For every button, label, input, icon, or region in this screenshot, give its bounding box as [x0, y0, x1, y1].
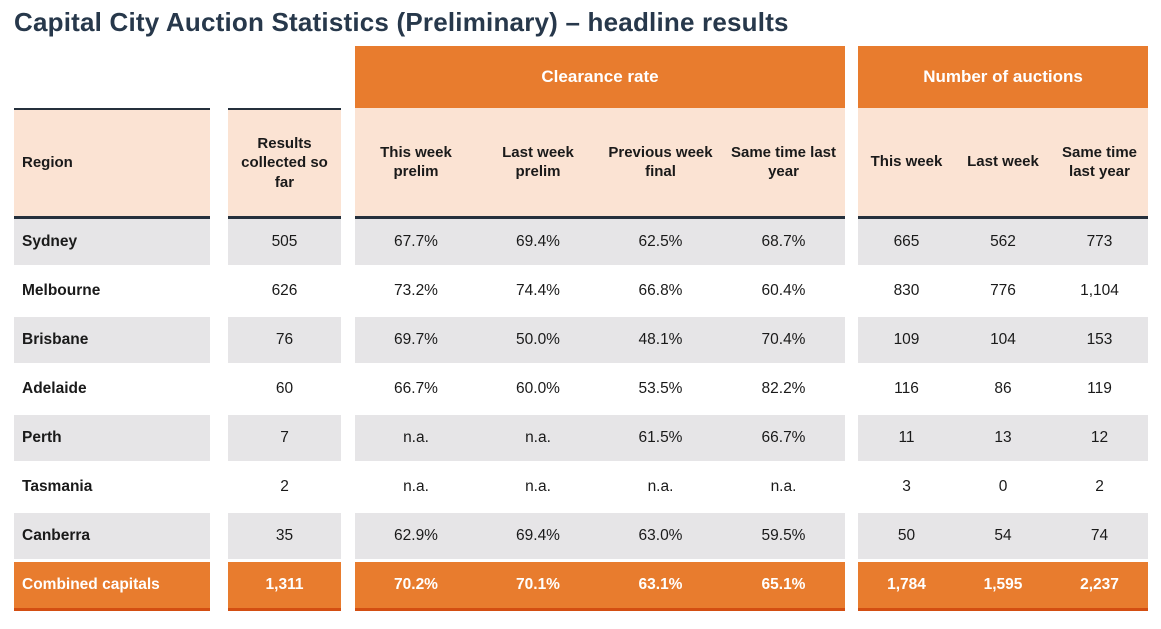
clearance-cell: 69.7% — [355, 317, 477, 366]
region-cell: Perth — [14, 415, 210, 464]
clearance-cell: 61.5% — [599, 415, 722, 464]
clearance-cell: 69.4% — [477, 219, 599, 268]
auctions-cell: 3 — [858, 464, 955, 513]
clearance-cell: 67.7% — [355, 219, 477, 268]
clearance-cell: 48.1% — [599, 317, 722, 366]
auctions-cell: 665 — [858, 219, 955, 268]
auctions-cell: 776 — [955, 268, 1051, 317]
clearance-same-time-header: Same time last year — [722, 108, 845, 219]
auctions-banner: Number of auctions — [858, 46, 1148, 108]
clearance-cell: 70.4% — [722, 317, 845, 366]
clearance-cell: 62.5% — [599, 219, 722, 268]
auctions-cell: 773 — [1051, 219, 1148, 268]
clearance-last-week-header: Last week prelim — [477, 108, 599, 219]
auctions-cell: 562 — [955, 219, 1051, 268]
region-cell: Melbourne — [14, 268, 210, 317]
clearance-cell: n.a. — [599, 464, 722, 513]
clearance-cell: 82.2% — [722, 366, 845, 415]
auctions-cell: 11 — [858, 415, 955, 464]
auctions-cell: 116 — [858, 366, 955, 415]
auctions-cell: 2 — [1051, 464, 1148, 513]
results-cell: 76 — [228, 317, 341, 366]
clearance-cell: n.a. — [355, 415, 477, 464]
auctions-last-week-header: Last week — [955, 108, 1051, 219]
auctions-cell: 1,784 — [858, 562, 955, 611]
auctions-cell: 104 — [955, 317, 1051, 366]
clearance-cell: 53.5% — [599, 366, 722, 415]
auctions-cell: 1,595 — [955, 562, 1051, 611]
region-column-header: Region — [14, 108, 210, 219]
clearance-this-week-header: This week prelim — [355, 108, 477, 219]
auctions-cell: 109 — [858, 317, 955, 366]
clearance-cell: 68.7% — [722, 219, 845, 268]
auctions-cell: 86 — [955, 366, 1051, 415]
results-cell: 7 — [228, 415, 341, 464]
clearance-rate-banner: Clearance rate — [355, 46, 845, 108]
region-cell: Tasmania — [14, 464, 210, 513]
clearance-cell: n.a. — [355, 464, 477, 513]
clearance-cell: n.a. — [477, 415, 599, 464]
clearance-cell: 70.2% — [355, 562, 477, 611]
auctions-same-time-header: Same time last year — [1051, 108, 1148, 219]
auctions-cell: 12 — [1051, 415, 1148, 464]
clearance-cell: 66.7% — [355, 366, 477, 415]
clearance-previous-week-header: Previous week final — [599, 108, 722, 219]
clearance-cell: 69.4% — [477, 513, 599, 562]
auctions-cell: 153 — [1051, 317, 1148, 366]
auctions-cell: 2,237 — [1051, 562, 1148, 611]
region-cell: Canberra — [14, 513, 210, 562]
results-cell: 60 — [228, 366, 341, 415]
results-cell: 626 — [228, 268, 341, 317]
auctions-cell: 0 — [955, 464, 1051, 513]
auctions-cell: 50 — [858, 513, 955, 562]
region-cell: Brisbane — [14, 317, 210, 366]
clearance-cell: 66.8% — [599, 268, 722, 317]
clearance-cell: 50.0% — [477, 317, 599, 366]
auctions-cell: 54 — [955, 513, 1051, 562]
region-cell: Combined capitals — [14, 562, 210, 611]
clearance-cell: 62.9% — [355, 513, 477, 562]
auctions-cell: 119 — [1051, 366, 1148, 415]
auctions-cell: 13 — [955, 415, 1051, 464]
auctions-cell: 1,104 — [1051, 268, 1148, 317]
clearance-cell: 65.1% — [722, 562, 845, 611]
clearance-cell: 74.4% — [477, 268, 599, 317]
results-cell: 2 — [228, 464, 341, 513]
clearance-cell: 63.1% — [599, 562, 722, 611]
region-cell: Sydney — [14, 219, 210, 268]
clearance-cell: n.a. — [722, 464, 845, 513]
auctions-this-week-header: This week — [858, 108, 955, 219]
clearance-cell: 60.4% — [722, 268, 845, 317]
clearance-cell: 70.1% — [477, 562, 599, 611]
table-grid — [14, 46, 1161, 611]
clearance-cell: 60.0% — [477, 366, 599, 415]
results-cell: 505 — [228, 219, 341, 268]
results-cell: 1,311 — [228, 562, 341, 611]
auctions-cell: 74 — [1051, 513, 1148, 562]
clearance-cell: 59.5% — [722, 513, 845, 562]
results-column-header: Results collected so far — [228, 108, 341, 219]
page-title: Capital City Auction Statistics (Preliminary) – headline results — [14, 7, 789, 37]
clearance-cell: 73.2% — [355, 268, 477, 317]
clearance-cell: 66.7% — [722, 415, 845, 464]
region-cell: Adelaide — [14, 366, 210, 415]
results-cell: 35 — [228, 513, 341, 562]
auctions-cell: 830 — [858, 268, 955, 317]
clearance-cell: n.a. — [477, 464, 599, 513]
clearance-cell: 63.0% — [599, 513, 722, 562]
